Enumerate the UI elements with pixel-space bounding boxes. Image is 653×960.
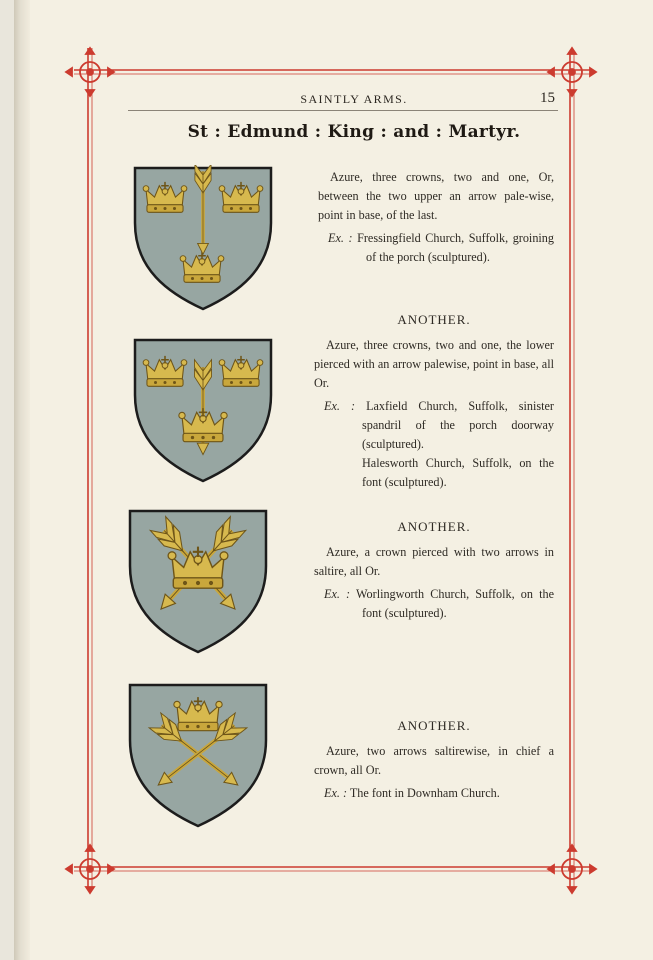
example-label: Ex. :	[328, 231, 353, 245]
blazon-text: Azure, three crowns, two and one, the lower pierced with an arrow palewise, point in base, all Or.	[314, 338, 554, 390]
example-line	[314, 397, 554, 454]
example-text: The font in Downham Church.	[349, 786, 500, 800]
example-label: Ex. :	[324, 786, 348, 800]
entry-2	[314, 310, 554, 492]
running-head: SAINTLY ARMS.	[300, 92, 408, 106]
corner-ornament-icon	[66, 48, 114, 96]
corner-ornament-icon	[548, 48, 596, 96]
shield-three-crowns-arrow	[132, 165, 274, 313]
entry-heading: ANOTHER.	[397, 312, 471, 327]
corner-ornament-icon	[66, 845, 114, 893]
example-text: Fressingfield Church, Suffolk, groining of the porch (sculptured).	[357, 231, 554, 264]
entry-heading: ANOTHER.	[397, 519, 471, 534]
corner-ornament-icon	[548, 845, 596, 893]
header-rule	[128, 110, 558, 111]
example-line	[314, 454, 554, 492]
example-text: Halesworth Church, Suffolk, on the font (sculptured).	[362, 456, 554, 489]
shield-crown-in-chief-arrows	[127, 682, 269, 830]
blazon-text: Azure, two arrows saltirewise, in chief a crown, all Or.	[314, 744, 554, 777]
example-line	[314, 784, 554, 803]
blazon-text: Azure, a crown pierced with two arrows in saltire, all Or.	[314, 545, 554, 578]
entry-4	[314, 716, 554, 803]
page-title: St : Edmund : King : and : Martyr.	[187, 122, 521, 142]
example-line	[318, 229, 554, 267]
shield-three-crowns-lower-pierced	[132, 337, 274, 485]
example-line	[314, 585, 554, 623]
example-label: Ex. :	[324, 399, 356, 413]
book-page	[14, 0, 653, 960]
page-number: 15	[540, 90, 555, 106]
entry-3	[314, 517, 554, 623]
example-text: Worlingworth Church, Suffolk, on the font (sculptured).	[356, 587, 554, 620]
example-text: Laxfield Church, Suffolk, sinister spandril of the porch doorway (sculptured).	[362, 399, 554, 451]
blazon-text: Azure, three crowns, two and one, Or, between the two upper an arrow pale-wise, point in base, of the last.	[318, 170, 554, 222]
entry-heading: ANOTHER.	[397, 718, 471, 733]
entry-1	[318, 168, 554, 267]
example-label: Ex. :	[324, 587, 351, 601]
shield-crown-arrows-saltire	[127, 508, 269, 656]
